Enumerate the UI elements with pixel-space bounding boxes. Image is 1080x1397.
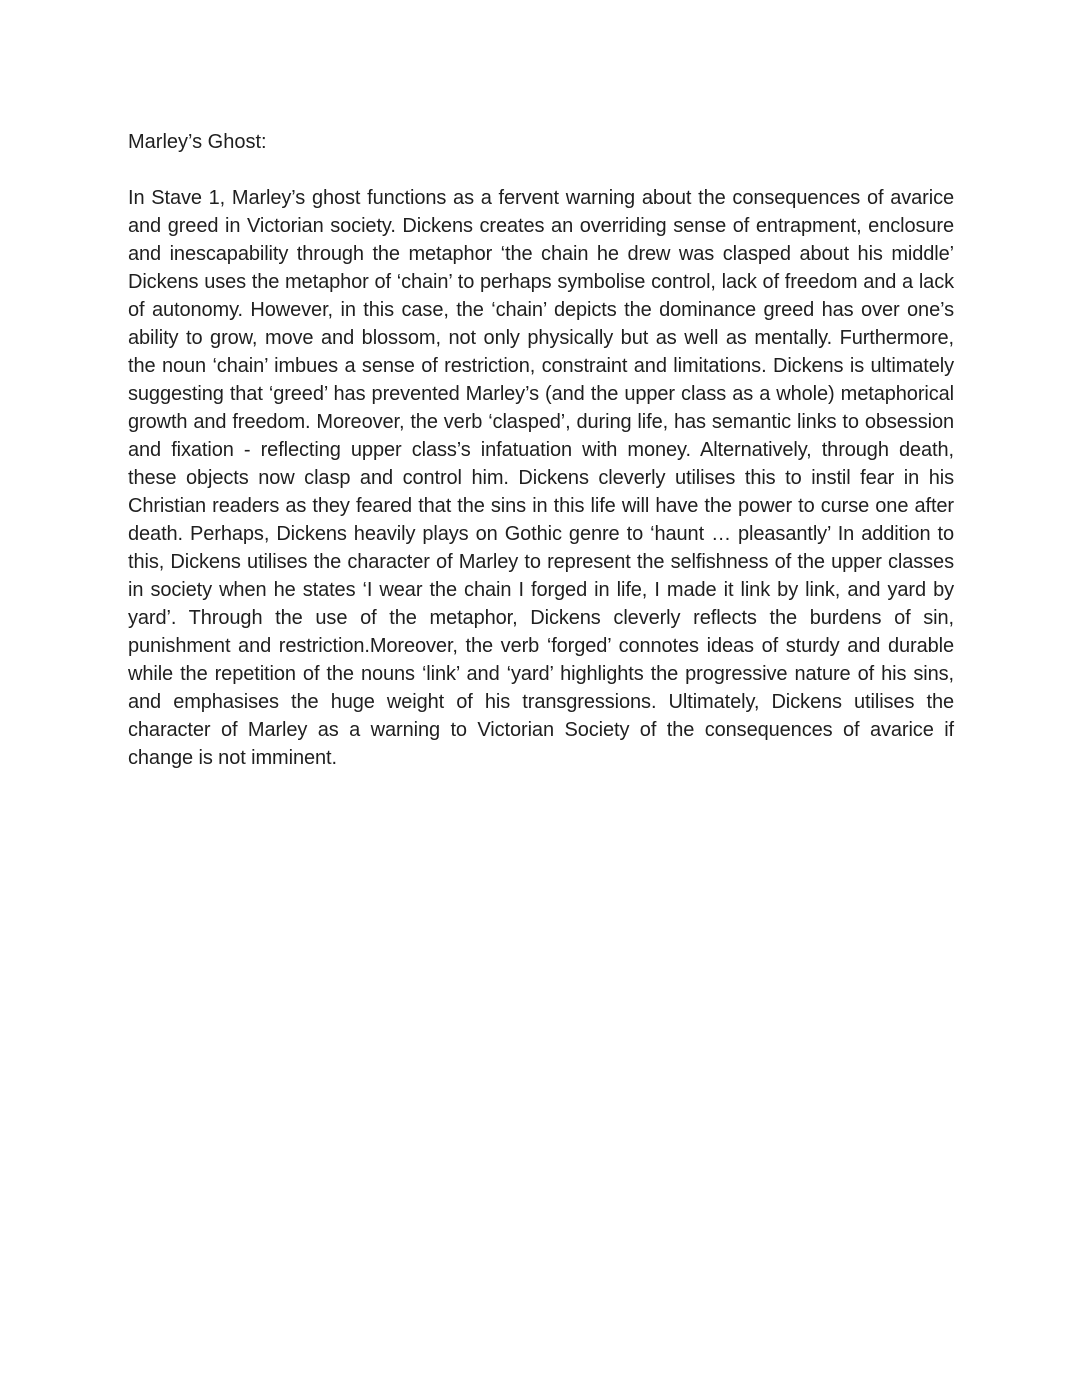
- document-paragraph: In Stave 1, Marley’s ghost functions as a fervent warning about the consequences of avarice and greed in Victorian society. Dickens creates an overriding sense of entrapment, enclosure and inescapability through the metaphor ‘the chain he drew was clasped about his middle’ Dickens uses the metaphor of ‘chain’ to perhaps symbolise control, lack of freedom and a lack of autonomy. However, in this case, the ‘chain’ depicts the dominance greed has over one’s ability to grow, move and blossom, not only physically but as well as mentally. Furthermore, the noun ‘chain’ imbues a sense of restriction, constraint and limitations. Dickens is ultimately suggesting that ‘greed’ has prevented Marley’s (and the upper class as a whole) metaphorical growth and freedom. Moreover, the verb ‘clasped’, during life, has semantic links to obsession and fixation - reflecting upper class’s infatuation with money. Alternatively, through death, these objects now clasp and control him. Dickens cleverly utilises this to instil fear in his Christian readers as they feared that the sins in this life will have the power to curse one after death. Perhaps, Dickens heavily plays on Gothic genre to ‘haunt … pleasantly’ In addition to this, Dickens utilises the character of Marley to represent the selfishness of the upper classes in society when he states ‘I wear the chain I forged in life, I made it link by link, and yard by yard’. Through the use of the metaphor, Dickens cleverly reflects the burdens of sin, punishment and restriction.Moreover, the verb ‘forged’ connotes ideas of sturdy and durable while the repetition of the nouns ‘link’ and ‘yard’ highlights the progressive nature of his sins, and emphasises the huge weight of his transgressions. Ultimately, Dickens utilises the character of Marley as a warning to Victorian Society of the consequences of avarice if change is not imminent.: [128, 187, 954, 769]
- document-heading: Marley’s Ghost:: [128, 131, 267, 153]
